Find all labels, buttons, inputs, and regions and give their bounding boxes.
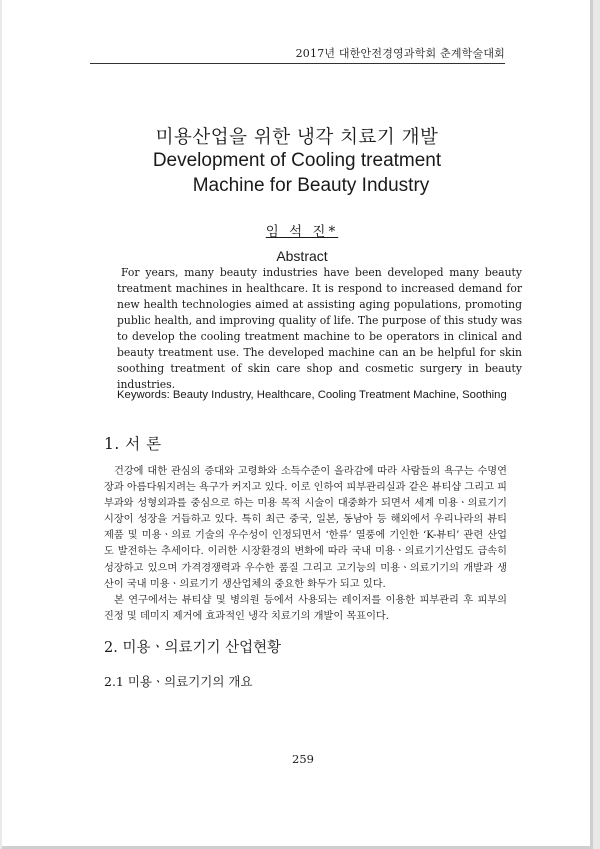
title-english-line-2: Machine for Beauty Industry bbox=[192, 175, 430, 196]
introduction-paragraph: 건강에 대한 관심의 증대와 고령화와 소득수준이 올라감에 따라 사람들의 욕구는 수명연장과 아름다워지려는 욕구가 커지고 있다. 이로 인하여 피부관리실과 같은 뷰티샵 그리고 피부과와 성형외과를 중심으로 하는 미용 목적 시술이 대중화가 되면서 세계 미용ㆍ의료기기 시장이 성장을 거듭하고 있다. 특히 최근 중국, 일본, 동남아 등 해외에서 우리나라의 뷰티 제품 및 미용ㆍ의료 기술의 우수성이 인정되면서 ‘한류’ 열풍에 기인한 ‘K-뷰티’ 관련 산업도 발전하는 추세이다. 이러한 시장환경의 변화에 따라 국내 미용ㆍ의료기기산업도 급속히 성장하고 있으며 가격경쟁력과 우수한 품질 그리고 고기능의 미용ㆍ의료기기의 개발과 생산이 국내 미용ㆍ의료기기 생산업체의 중요한 화두가 되고 있다. bbox=[104, 466, 507, 590]
section-heading-introduction: 1. 서 론 bbox=[104, 435, 162, 453]
page-number: 259 bbox=[292, 752, 314, 766]
paper-page bbox=[2, 0, 593, 849]
subsection-heading-overview: 2.1 미용ㆍ의료기기의 개요 bbox=[104, 674, 253, 689]
running-header: 2017년 대한안전경영과학회 춘계학술대회 bbox=[295, 47, 505, 60]
abstract-heading: Abstract bbox=[276, 248, 328, 264]
section-heading-industry-status: 2. 미용ㆍ의료기기 산업현황 bbox=[104, 640, 282, 656]
introduction-paragraph: 본 연구에서는 뷰티샵 및 병의원 등에서 사용되는 레이저를 이용한 피부관리 후 피부의 진정 및 데미지 제거에 효과적인 냉각 치료기의 개발이 목표이다. bbox=[104, 594, 507, 622]
title-english-line-1: Development of Cooling treatment bbox=[152, 150, 442, 171]
author: 임 석 진* bbox=[265, 224, 339, 240]
header-rule bbox=[90, 63, 505, 64]
keywords: Keywords: Beauty Industry, Healthcare, Cooling Treatment Machine, Soothing bbox=[117, 389, 507, 401]
title-korean: 미용산업을 위한 냉각 치료기 개발 bbox=[155, 127, 439, 148]
introduction-body bbox=[104, 464, 507, 625]
abstract-body: For years, many beauty industries have been developed many beauty treatment machines in healthcare. It is respond to increased demand for new health technologies aimed at assisting aging populations, promoting public health, and improving quality of life. The purpose of this study was to develop the cooling treatment machine to be operators in clinical and beauty treatment use. The developed machine can an be helpful for skin soothing treatment of skin care shop and cosmetic surgery in beauty industries. bbox=[117, 266, 522, 391]
